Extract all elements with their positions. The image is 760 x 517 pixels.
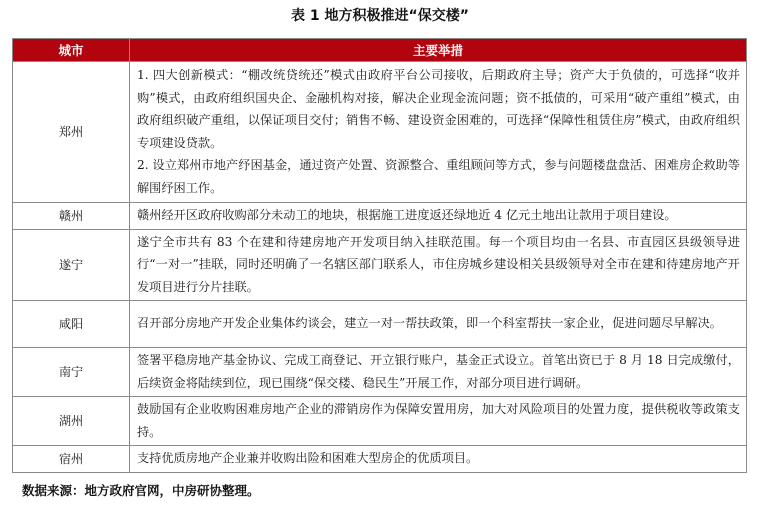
- measure-cell: [130, 348, 747, 397]
- measure-paragraph: 遂宁全市共有 83 个在建和待建房地产开发项目纳入挂联范围。每一个项目均由一名县、市直园区县级领导进行“一对一”挂联，同时还明确了一名辖区部门联系人，市住房城乡建设相关县级领导对全市在建和待建房地产开发项目进行分片挂联。: [137, 234, 740, 294]
- data-source-note: 数据来源：地方政府官网，中房研协整理。: [22, 483, 260, 498]
- measure-paragraph: 1. 四大创新模式：“棚改统贷统还”模式由政府平台公司接收，后期政府主导；资产大于负债的，可选择“收并购”模式，由政府组织国央企、金融机构对接，解决企业现金流问题；资不抵债的，可采用“破产重组”模式，由政府组织破产重组，以保证项目交付；销售不畅、建设资金困难的，可选择“保障性租赁住房”模式，由政府组织专项建设贷款。: [137, 68, 740, 150]
- measure-cell: [130, 203, 747, 230]
- measure-paragraph: 支持优质房地产企业兼并收购出险和困难大型房企的优质项目。: [137, 451, 479, 465]
- city-cell: 南宁: [13, 348, 130, 397]
- measure-cell: [130, 397, 747, 446]
- city-cell: 咸阳: [13, 301, 130, 348]
- table-row-zhengzhou: [13, 62, 747, 203]
- measure-cell: [130, 301, 747, 348]
- table-row-suzhou: [13, 446, 747, 473]
- measure-cell: [130, 229, 747, 301]
- measure-cell: [130, 446, 747, 473]
- header-city: 城市: [13, 39, 130, 62]
- measure-paragraph: 召开部分房地产开发企业集体约谈会，建立一对一帮扶政策，即一个科室帮扶一家企业，促进问题尽早解决。: [137, 316, 722, 331]
- table-row-huzhou: [13, 397, 747, 446]
- header-measures: 主要举措: [130, 39, 747, 62]
- table-title: 表 1 地方积极推进“保交楼”: [291, 8, 469, 24]
- measure-paragraph: 赣州经开区政府收购部分未动工的地块，根据施工进度返还绿地近 4 亿元土地出让款用于项目建设。: [137, 208, 677, 222]
- measure-paragraph: 签署平稳房地产基金协议、完成工商登记、开立银行账户，基金正式设立。首笔出资已于 8 月 18 日完成缴付，后续资金将陆续到位，现已围绕“保交楼、稳民生”开展工作，对部分项目进行调研。: [137, 353, 740, 390]
- measure-paragraph: 2. 设立郑州市地产纾困基金，通过资产处置、资源整合、重组顾问等方式，参与问题楼盘盘活、困难房企救助等解围纾困工作。: [137, 158, 740, 195]
- city-cell: 遂宁: [13, 229, 130, 301]
- table-row-suining: [13, 229, 747, 301]
- city-cell: 赣州: [13, 203, 130, 230]
- table-row-ganzhou: [13, 203, 747, 230]
- policy-table: [12, 38, 747, 473]
- city-cell: 郑州: [13, 62, 130, 203]
- table-row-xianyang: [13, 301, 747, 348]
- table-header-row: [13, 39, 747, 62]
- measure-paragraph: 鼓励国有企业收购困难房地产企业的滞销房作为保障安置用房，加大对风险项目的处置力度，提供税收等政策支持。: [137, 402, 740, 439]
- city-cell: 湖州: [13, 397, 130, 446]
- measure-cell: [130, 62, 747, 203]
- city-cell: 宿州: [13, 446, 130, 473]
- table-row-nanning: [13, 348, 747, 397]
